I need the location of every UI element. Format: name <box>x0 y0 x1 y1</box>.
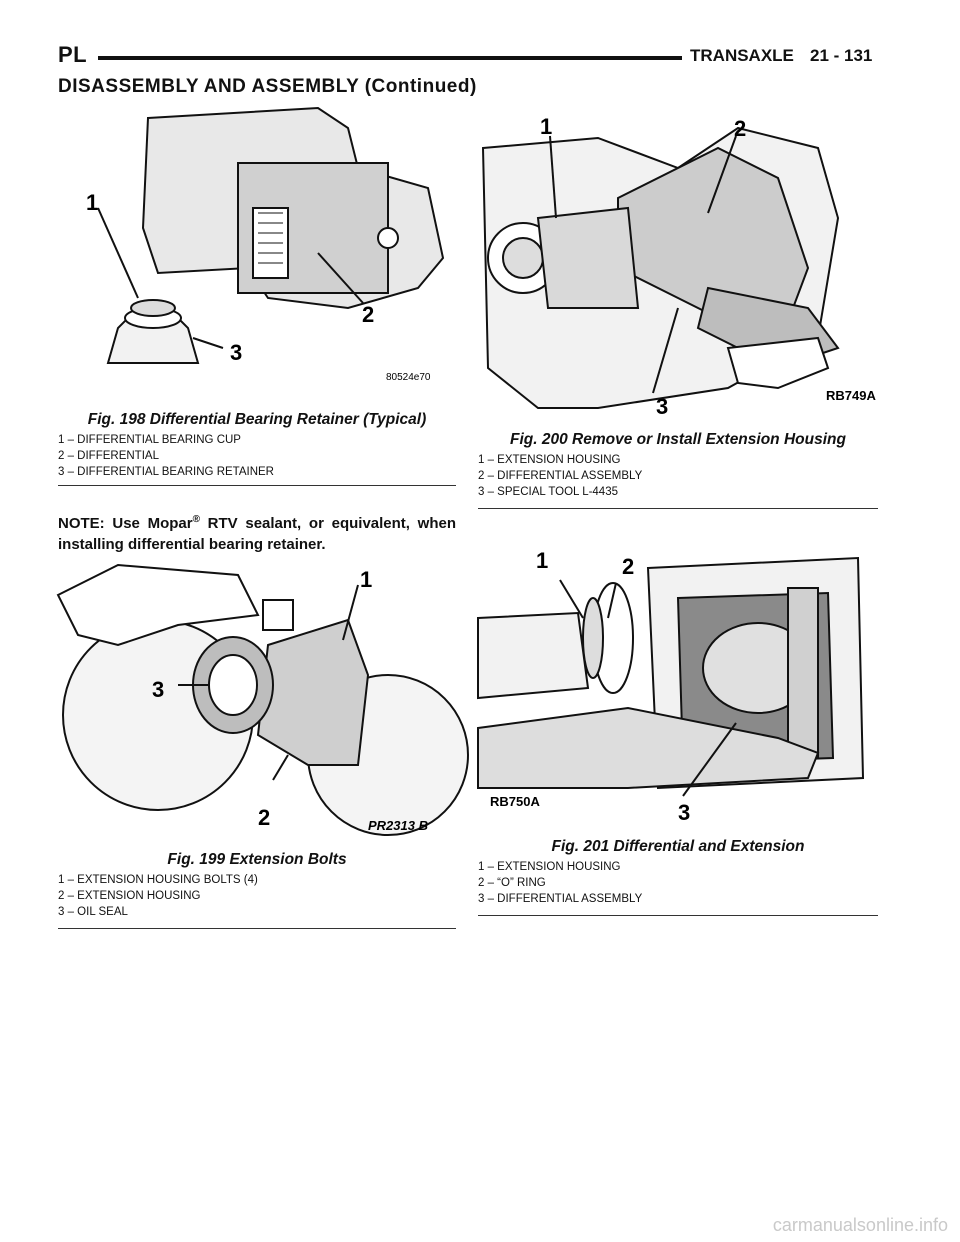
figure-200-callout-2: 2 <box>734 116 747 141</box>
figure-200-callout-3: 3 <box>656 394 669 419</box>
figure-201-image-code: RB750A <box>490 794 540 809</box>
figure-201-illustration <box>478 538 878 828</box>
figure-198-callout-2: 2 <box>362 302 375 327</box>
figure-201-rule <box>478 915 878 916</box>
section-subheading: DISASSEMBLY AND ASSEMBLY (Continued) <box>58 76 477 97</box>
legend-item: 2 – DIFFERENTIAL ASSEMBLY <box>478 470 643 482</box>
figure-199-rule <box>58 928 456 929</box>
legend-item: 2 – “O” RING <box>478 877 546 889</box>
figure-198-caption: Fig. 198 Differential Bearing Retainer (Typical) <box>87 411 427 428</box>
figure-199-caption: Fig. 199 Extension Bolts <box>167 851 347 868</box>
legend-item: 1 – EXTENSION HOUSING <box>478 861 621 873</box>
figure-200-image-code: RB749A <box>826 388 876 403</box>
legend-item: 2 – EXTENSION HOUSING <box>58 890 201 902</box>
figure-198-image-code: 80524e70 <box>386 372 431 383</box>
legend-item: 1 – DIFFERENTIAL BEARING CUP <box>58 434 241 446</box>
figure-199-illustration <box>58 555 456 835</box>
legend-item: 3 – SPECIAL TOOL L-4435 <box>478 486 618 498</box>
legend-item: 2 – DIFFERENTIAL <box>58 450 159 462</box>
trademark-symbol: ® <box>192 514 200 525</box>
header-page-number: 21 - 131 <box>810 46 873 65</box>
figure-199-image-code: PR2313 B <box>368 818 428 833</box>
footer-watermark: carmanualsonline.info <box>772 1215 948 1235</box>
figure-201-legend <box>478 859 642 907</box>
legend-item: 1 – EXTENSION HOUSING <box>478 454 621 466</box>
legend-item: 3 – DIFFERENTIAL ASSEMBLY <box>478 893 643 905</box>
figure-199-callout-3: 3 <box>152 677 165 702</box>
figure-201-callout-1: 1 <box>536 548 549 573</box>
figure-200-rule <box>478 508 878 509</box>
figure-200-caption: Fig. 200 Remove or Install Extension Housing <box>510 431 846 448</box>
figure-201-callout-2: 2 <box>622 554 635 579</box>
figure-199-callout-2: 2 <box>258 805 271 830</box>
header-section-title: TRANSAXLE <box>690 46 794 65</box>
figure-198-drawing <box>86 108 448 398</box>
figure-201-caption: Fig. 201 Differential and Extension <box>551 838 805 855</box>
legend-item: 3 – OIL SEAL <box>58 906 128 918</box>
note-text: RTV sealant, or equivalent, when installing differential bearing retainer. <box>58 515 456 553</box>
figure-199-callout-1: 1 <box>360 567 373 592</box>
legend-item: 1 – EXTENSION HOUSING BOLTS (4) <box>58 874 258 886</box>
legend-item: 3 – DIFFERENTIAL BEARING RETAINER <box>58 466 274 478</box>
figure-200-legend <box>478 452 642 500</box>
figure-199-drawing <box>58 555 456 835</box>
figure-200-drawing <box>478 108 878 418</box>
figure-200-illustration <box>478 108 878 418</box>
header-model-code: PL <box>58 42 88 67</box>
figure-199-legend <box>58 872 258 920</box>
figure-198-illustration <box>86 108 448 398</box>
note-prefix: NOTE: Use Mopar <box>58 515 193 532</box>
figure-198-rule <box>58 485 456 486</box>
figure-201-callout-3: 3 <box>678 800 691 825</box>
figure-201-drawing <box>478 538 878 828</box>
figure-198-callout-1: 1 <box>86 190 99 215</box>
figure-198-callout-3: 3 <box>230 340 243 365</box>
note-paragraph <box>58 509 456 555</box>
header-rule <box>98 56 682 60</box>
figure-200-callout-1: 1 <box>540 114 553 139</box>
figure-198-legend <box>58 432 274 480</box>
